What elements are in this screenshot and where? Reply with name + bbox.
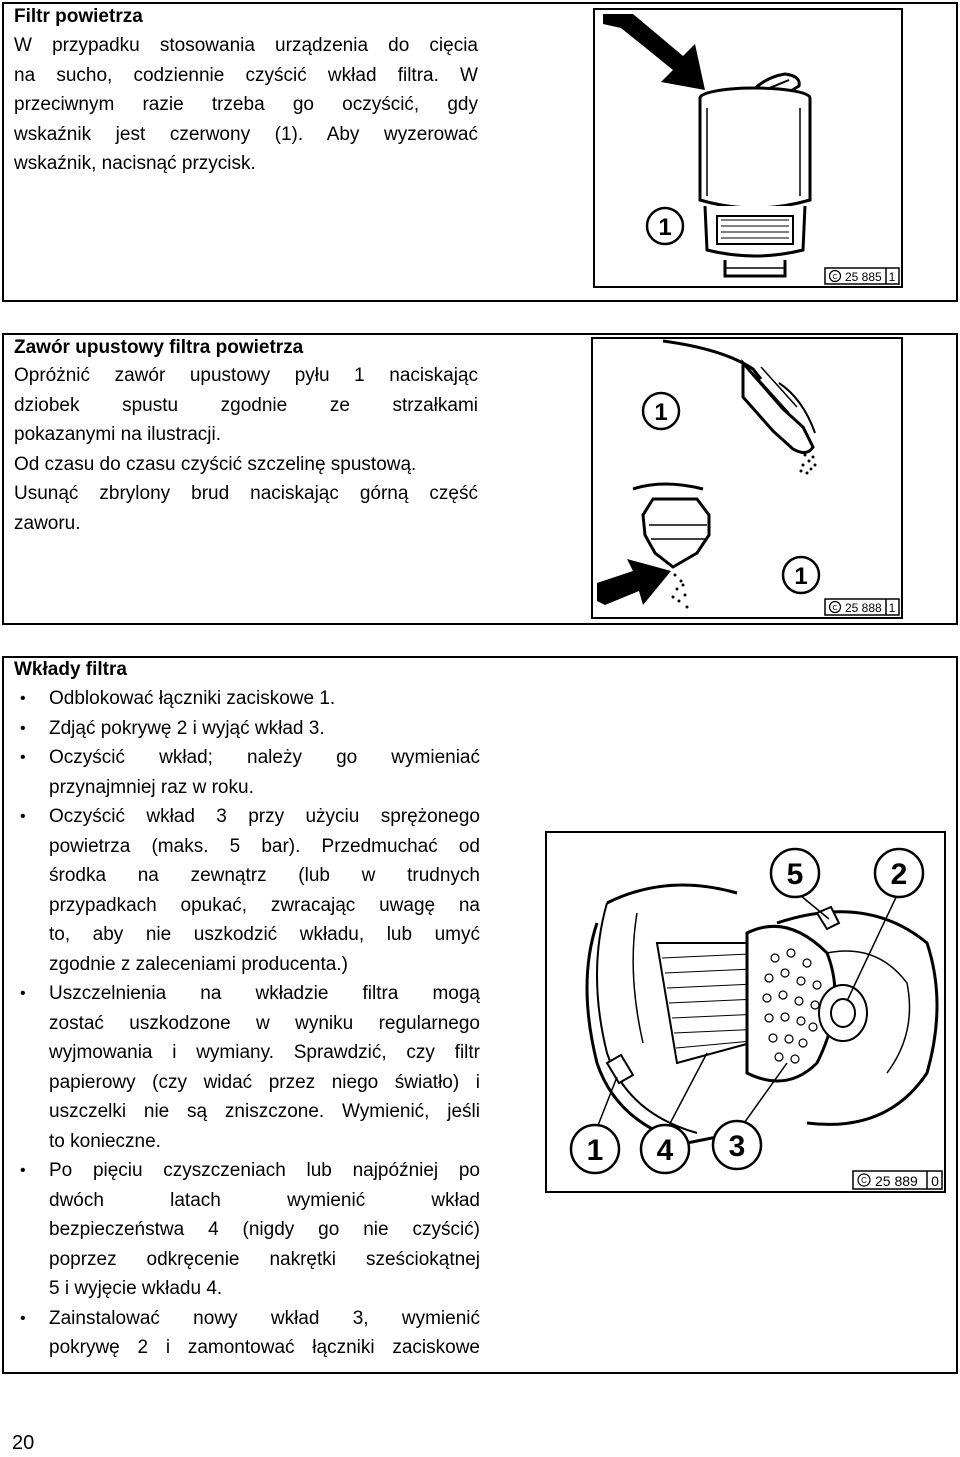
- page-number: 20: [12, 1432, 35, 1454]
- text-line: • Oczyścić wkład; należy go wymieniać: [49, 747, 480, 768]
- text-line: przynajmniej raz w roku.: [49, 776, 254, 798]
- callout-number: 1: [586, 1134, 604, 1167]
- figure-dust-valve: [591, 337, 903, 619]
- text-line: zostać uszkodzone w wyniku regularnego: [49, 1012, 480, 1034]
- text-line: • Zainstalować nowy wkład 3, wymienić: [49, 1307, 480, 1329]
- text-line: Usunąć zbrylony brud naciskając górną część: [14, 483, 478, 504]
- figure-ref-suffix: 1: [888, 270, 896, 284]
- callout-number: 5: [786, 858, 804, 891]
- text-line: papierowy (czy widać przez niego światło) i: [49, 1071, 480, 1093]
- list-item: [14, 743, 480, 802]
- list-item: [14, 714, 480, 744]
- callout-number: 4: [656, 1134, 674, 1167]
- svg-text:C: C: [832, 274, 838, 281]
- text-line: to, aby nie uszkodzić wkładu, lub umyć: [49, 924, 480, 945]
- text-line: W przypadku stosowania urządzenia do cięcia: [14, 35, 478, 56]
- text-line: pokazanymi na ilustracji.: [14, 424, 221, 445]
- callout-number: 1: [794, 563, 808, 590]
- figure-filter-cartridge: [545, 831, 946, 1193]
- list-item: [14, 979, 480, 1156]
- cartridge-steps-list: [14, 684, 480, 1363]
- section-title-air-filter: Filtr powietrza: [14, 6, 143, 27]
- text-line: zgodnie z zaleceniami producenta.): [49, 953, 348, 975]
- section-title-dust-valve: Zawór upustowy filtra powietrza: [14, 337, 304, 358]
- figure-ref-code: 25 888: [845, 601, 882, 615]
- text-line: wskaźnik, nacisnąć przycisk.: [14, 153, 256, 174]
- text-line: na sucho, codziennie czyścić wkład filtra. W: [14, 64, 478, 86]
- text-line: Od czasu do czasu czyścić szczelinę spustową.: [14, 453, 417, 475]
- callout-number: 2: [890, 858, 908, 891]
- text-line: poprzez odkręcenie nakrętki sześciokątnej: [49, 1248, 480, 1270]
- figure-air-filter-indicator: [593, 8, 903, 288]
- svg-text:C: C: [832, 605, 838, 612]
- text-line: wyjmowania i wymiany. Sprawdzić, czy filtr: [49, 1042, 480, 1063]
- figure-ref-code: 25 885: [845, 270, 882, 284]
- callout-number: 1: [658, 214, 672, 241]
- text-line: wskaźnik jest czerwony (1). Aby wyzerować: [14, 123, 478, 145]
- text-line: dwóch latach wymienić wkład: [49, 1189, 480, 1211]
- arrow-icon: [597, 559, 671, 605]
- callout-number: 3: [728, 1130, 746, 1163]
- text-line: 5 i wyjęcie wkładu 4.: [49, 1278, 223, 1299]
- text-line: to konieczne.: [49, 1130, 161, 1152]
- text-line: Opróżnić zawór upustowy pyłu 1 naciskając: [14, 365, 478, 386]
- text-line: • Uszczelnienia na wkładzie filtra mogą: [49, 983, 480, 1004]
- text-line: przeciwnym razie trzeba go oczyścić, gdy: [14, 94, 478, 115]
- text-line: powietrza (maks. 5 bar). Przedmuchać od: [49, 835, 480, 857]
- text-line: Zdjąć pokrywę 2 i wyjąć wkład 3.: [49, 717, 325, 739]
- list-item: [14, 684, 480, 714]
- text-line: zaworu.: [14, 512, 81, 534]
- text-line: przypadkach opukać, zwracając uwagę na: [49, 894, 480, 916]
- arrow-icon: [603, 14, 705, 90]
- list-item: [14, 1304, 480, 1363]
- svg-text:C: C: [861, 1176, 867, 1185]
- text-line: bezpieczeństwa 4 (nigdy go nie czyścić): [49, 1219, 480, 1240]
- figure-ref-suffix: 1: [888, 601, 896, 615]
- text-line: pokrywę 2 i zamontować łączniki zaciskowe: [49, 1337, 480, 1358]
- text-line: • Po pięciu czyszczeniach lub najpóźniej po: [49, 1160, 480, 1181]
- text-line: Odblokować łączniki zaciskowe 1.: [49, 688, 336, 709]
- text-line: • Oczyścić wkład 3 przy użyciu sprężonego: [49, 806, 480, 827]
- dust-valve-text: [14, 361, 478, 538]
- list-item: [14, 1156, 480, 1304]
- text-line: uszczelki nie są zniszczone. Wymienić, jeśli: [49, 1101, 480, 1122]
- callout-number: 1: [654, 399, 668, 426]
- air-filter-text: [14, 31, 478, 179]
- section-title-filter-cartridges: Wkłady filtra: [14, 659, 127, 680]
- figure-ref-code: 25 889: [875, 1173, 918, 1189]
- text-line: dziobek spustu zgodnie ze strzałkami: [14, 394, 478, 416]
- text-line: środka na zewnątrz (lub w trudnych: [49, 865, 480, 886]
- list-item: [14, 802, 480, 979]
- figure-ref-suffix: 0: [931, 1173, 939, 1189]
